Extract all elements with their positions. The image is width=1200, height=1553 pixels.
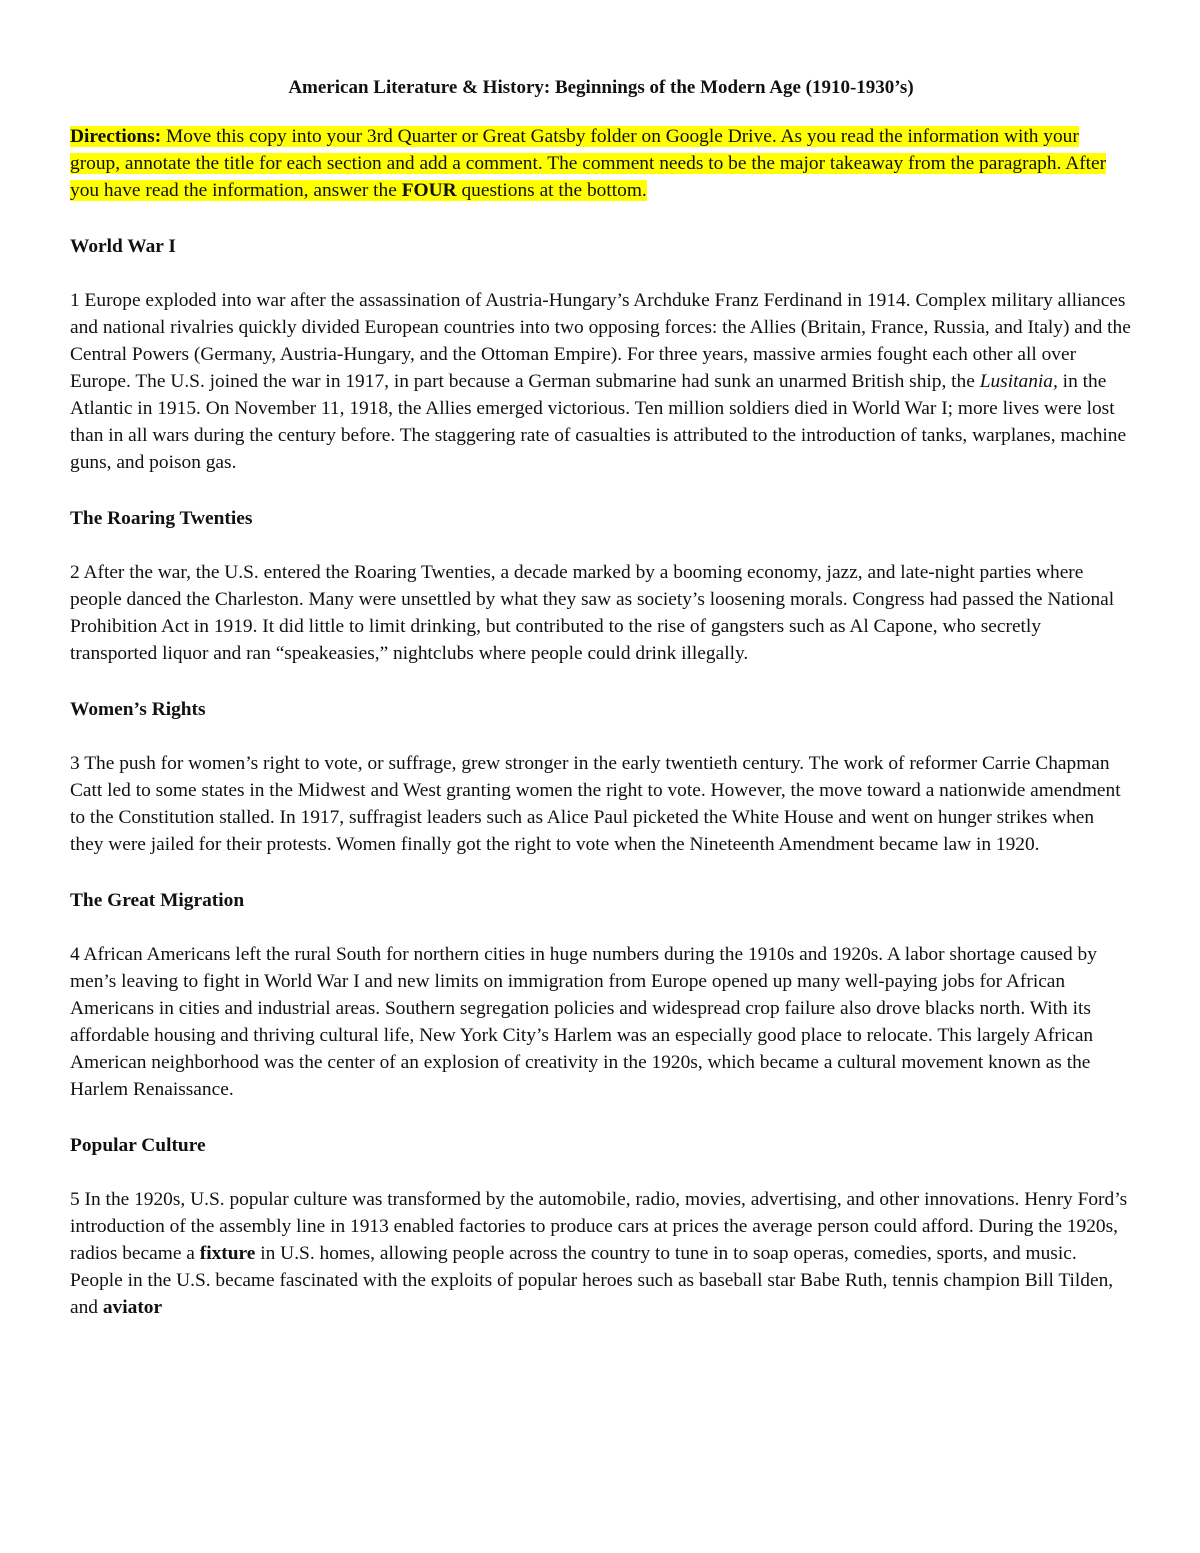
directions-text: Move this copy into your 3rd Quarter or Great Gatsby folder on Google Drive. As you read the information with your group, annotate the title for each section and add a comment. The comment needs to be the major takeaway from the paragraph. After you have read the information, answer the [70, 126, 1107, 201]
paragraph-number: 4 [70, 944, 80, 965]
section-paragraph-roaring-twenties [70, 559, 1132, 667]
section-paragraph-great-migration [70, 941, 1132, 1103]
paragraph-text: In the 1920s, U.S. popular culture was transformed by the automobile, radio, movies, advertising, and other innovations. Henry Ford’s introduction of the assembly line in 1913 enabled factories to produce cars at prices the average person could afford. During the 1920s, radios became a [70, 1189, 1128, 1264]
paragraph-number: 3 [70, 753, 80, 774]
paragraph-text: After the war, the U.S. entered the Roaring Twenties, a decade marked by a booming economy, jazz, and late-night parties where people danced the Charleston. Many were unsettled by what they saw as society’s loosening morals. Congress had passed the National Prohibition Act in 1919. It did little to limit drinking, but contributed to the rise of gangsters such as Al Capone, who secretly transported liquor and ran “speakeasies,” nightclubs where people could drink illegally. [70, 562, 1115, 664]
ship-name: Lusitania, [979, 371, 1058, 392]
directions-text-end: questions at the bottom. [456, 180, 647, 201]
section-heading-great-migration: The Great Migration [70, 890, 245, 911]
paragraph-text: Europe exploded into war after the assassination of Austria-Hungary’s Archduke Franz Ferdinand in 1914. Complex military alliances and national rivalries quickly divided European countries into two opposing forces: the Allies (Britain, France, Russia, and Italy) and the Central Powers (Germany, Austria-Hungary, and the Ottoman Empire). For three years, massive armies fought each other all over Europe. The U.S. joined the war in 1917, in part because a German submarine had sunk an unarmed British ship, the [70, 290, 1131, 392]
section-heading-popular-culture: Popular Culture [70, 1135, 206, 1156]
section-heading-womens-rights: Women’s Rights [70, 699, 206, 720]
section-heading-roaring-twenties: The Roaring Twenties [70, 508, 253, 529]
paragraph-number: 2 [70, 562, 80, 583]
section-paragraph-popular-culture [70, 1186, 1132, 1321]
paragraph-text: in U.S. homes, allowing people across the country to tune in to soap operas, comedies, sports, and music. People in the U.S. became fascinated with the exploits of popular heroes such as baseball star Babe Ruth, tennis champion Bill Tilden, and [70, 1243, 1114, 1318]
document-page [70, 0, 1132, 1553]
paragraph-text: in the Atlantic in 1915. On November 11, 1918, the Allies emerged victorious. Ten million soldiers died in World War I; more lives were lost than in all wars during the century before. The staggering rate of casualties is attributed to the introduction of tanks, warplanes, machine guns, and poison gas. [70, 371, 1127, 473]
directions-highlight [70, 126, 1106, 201]
document-title: American Literature & History: Beginnings of the Modern Age (1910-1930’s) [288, 77, 914, 98]
directions-label: Directions: [70, 126, 162, 147]
paragraph-text: The push for women’s right to vote, or suffrage, grew stronger in the early twentieth century. The work of reformer Carrie Chapman Catt led to some states in the Midwest and West granting women the right to vote. However, the move toward a nationwide amendment to the Constitution stalled. In 1917, suffragist leaders such as Alice Paul picketed the White House and went on hunger strikes when they were jailed for their protests. Women finally got the right to vote when the Nineteenth Amendment became law in 1920. [70, 753, 1121, 855]
section-paragraph-womens-rights [70, 750, 1132, 858]
directions-emphasis: FOUR [401, 180, 457, 201]
vocab-term-fixture: fixture [199, 1243, 256, 1264]
paragraph-number: 5 [70, 1189, 80, 1210]
paragraph-number: 1 [70, 290, 80, 311]
vocab-term-aviator: aviator [102, 1297, 163, 1318]
section-paragraph-world-war-i [70, 287, 1132, 476]
paragraph-text: African Americans left the rural South for northern cities in huge numbers during the 1910s and 1920s. A labor shortage caused by men’s leaving to fight in World War I and new limits on immigration from Europe opened up many well-paying jobs for African Americans in cities and industrial areas. Southern segregation policies and widespread crop failure also drove blacks north. With its affordable housing and thriving cultural life, New York City’s Harlem was an especially good place to relocate. This largely African American neighborhood was the center of an explosion of creativity in the 1920s, which became a cultural movement known as the Harlem Renaissance. [70, 944, 1097, 1100]
directions-paragraph [70, 123, 1132, 204]
section-heading-world-war-i: World War I [70, 236, 176, 257]
